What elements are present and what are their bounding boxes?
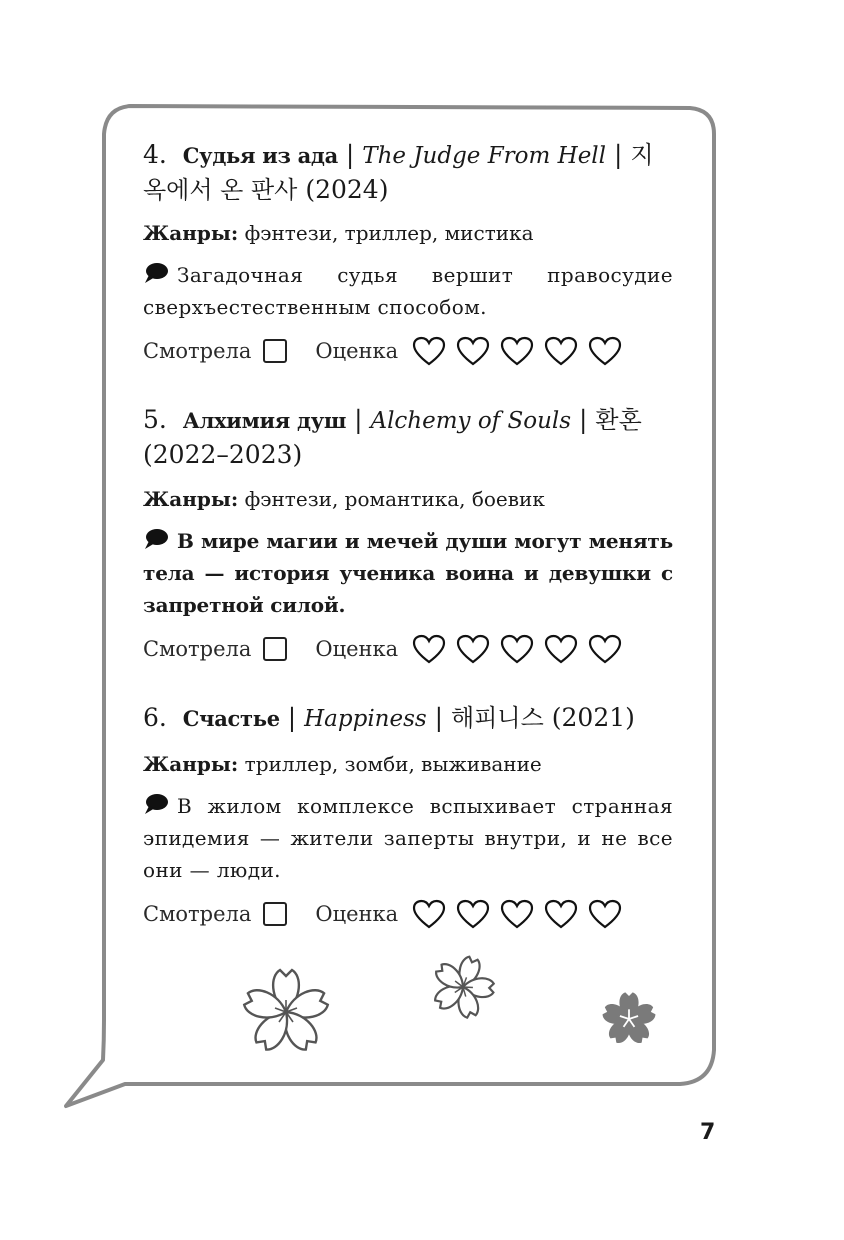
heart-outline-icon[interactable] xyxy=(544,899,578,929)
watched-label: Смотрела xyxy=(143,902,252,926)
entry-title: 6. Счастье | Happiness | 해피니스 (2021) xyxy=(143,703,635,732)
rating-row xyxy=(143,896,673,932)
watched-checkbox[interactable] xyxy=(263,637,287,661)
heart-outline-icon[interactable] xyxy=(500,634,534,664)
heart-outline-icon[interactable] xyxy=(500,899,534,929)
sakura-flower-icon xyxy=(238,966,334,1058)
entry-year: (2022–2023) xyxy=(143,440,303,469)
title-russian: Счастье xyxy=(182,706,280,731)
genres-line xyxy=(143,485,673,513)
heart-outline-icon[interactable] xyxy=(544,336,578,366)
genres-value: триллер, зомби, выживание xyxy=(244,752,542,776)
speech-bubble-icon xyxy=(143,793,169,815)
watched-checkbox[interactable] xyxy=(263,339,287,363)
title-korean: 환혼 xyxy=(595,406,642,434)
genres-value: фэнтези, триллер, мистика xyxy=(244,221,534,245)
heart-outline-icon[interactable] xyxy=(456,336,490,366)
rating-hearts xyxy=(412,899,622,929)
drama-entry xyxy=(143,138,673,369)
heart-outline-icon[interactable] xyxy=(588,336,622,366)
title-english: Alchemy of Souls xyxy=(370,408,572,434)
title-korean: 해피니스 xyxy=(451,704,544,732)
description xyxy=(143,259,673,323)
genres-line xyxy=(143,750,673,778)
rating-row xyxy=(143,333,673,369)
description xyxy=(143,790,673,886)
genres-line xyxy=(143,219,673,247)
title-korean: 지옥에서 온 판사 xyxy=(143,141,654,204)
rating-label: Оценка xyxy=(315,339,399,363)
entry-number: 5. xyxy=(143,405,167,434)
heart-outline-icon[interactable] xyxy=(544,634,578,664)
genres-value: фэнтези, романтика, боевик xyxy=(244,487,545,511)
description xyxy=(143,525,673,621)
watched-label: Смотрела xyxy=(143,339,252,363)
rating-label: Оценка xyxy=(315,902,399,926)
drama-entry xyxy=(143,701,673,932)
rating-label: Оценка xyxy=(315,637,399,661)
title-russian: Алхимия душ xyxy=(182,408,347,433)
heart-outline-icon[interactable] xyxy=(588,634,622,664)
rating-row xyxy=(143,631,673,667)
title-english: The Judge From Hell xyxy=(362,143,607,169)
genres-label: Жанры: xyxy=(143,487,239,511)
speech-bubble-icon xyxy=(143,262,169,284)
description-text: В жилом комплексе вспыхивает странная эпидемия — жители заперты внутри, и не все они — люди. xyxy=(143,794,673,882)
speech-bubble-icon xyxy=(143,528,169,550)
entry-year: (2021) xyxy=(551,703,635,732)
heart-outline-icon[interactable] xyxy=(456,634,490,664)
watched-checkbox[interactable] xyxy=(263,902,287,926)
heart-outline-icon[interactable] xyxy=(412,899,446,929)
entry-number: 4. xyxy=(143,140,167,169)
heart-outline-icon[interactable] xyxy=(412,634,446,664)
sakura-flower-icon xyxy=(600,990,658,1048)
heart-outline-icon[interactable] xyxy=(412,336,446,366)
description-text: В мире магии и мечей души могут менять тела — история ученика воина и девушки с запретной силой. xyxy=(143,529,673,617)
drama-entry xyxy=(143,403,673,667)
heart-outline-icon[interactable] xyxy=(456,899,490,929)
entry-title: 5. Алхимия душ | Alchemy of Souls | 환혼 (2022–2023) xyxy=(143,405,642,469)
rating-hearts xyxy=(412,336,622,366)
watched-label: Смотрела xyxy=(143,637,252,661)
title-russian: Судья из ада xyxy=(182,143,338,168)
entry-title: 4. Судья из ада | The Judge From Hell | 지옥에서 온 판사 (2024) xyxy=(143,140,654,204)
entry-number: 6. xyxy=(143,703,167,732)
heart-outline-icon[interactable] xyxy=(500,336,534,366)
entry-year: (2024) xyxy=(305,175,389,204)
page-number: 7 xyxy=(700,1120,716,1145)
sakura-flower-icon xyxy=(428,952,498,1022)
rating-hearts xyxy=(412,634,622,664)
genres-label: Жанры: xyxy=(143,752,239,776)
description-text: Загадочная судья вершит правосудие сверхъестественным способом. xyxy=(143,263,673,319)
heart-outline-icon[interactable] xyxy=(588,899,622,929)
drama-list xyxy=(143,138,673,932)
title-english: Happiness xyxy=(304,706,427,732)
genres-label: Жанры: xyxy=(143,221,239,245)
